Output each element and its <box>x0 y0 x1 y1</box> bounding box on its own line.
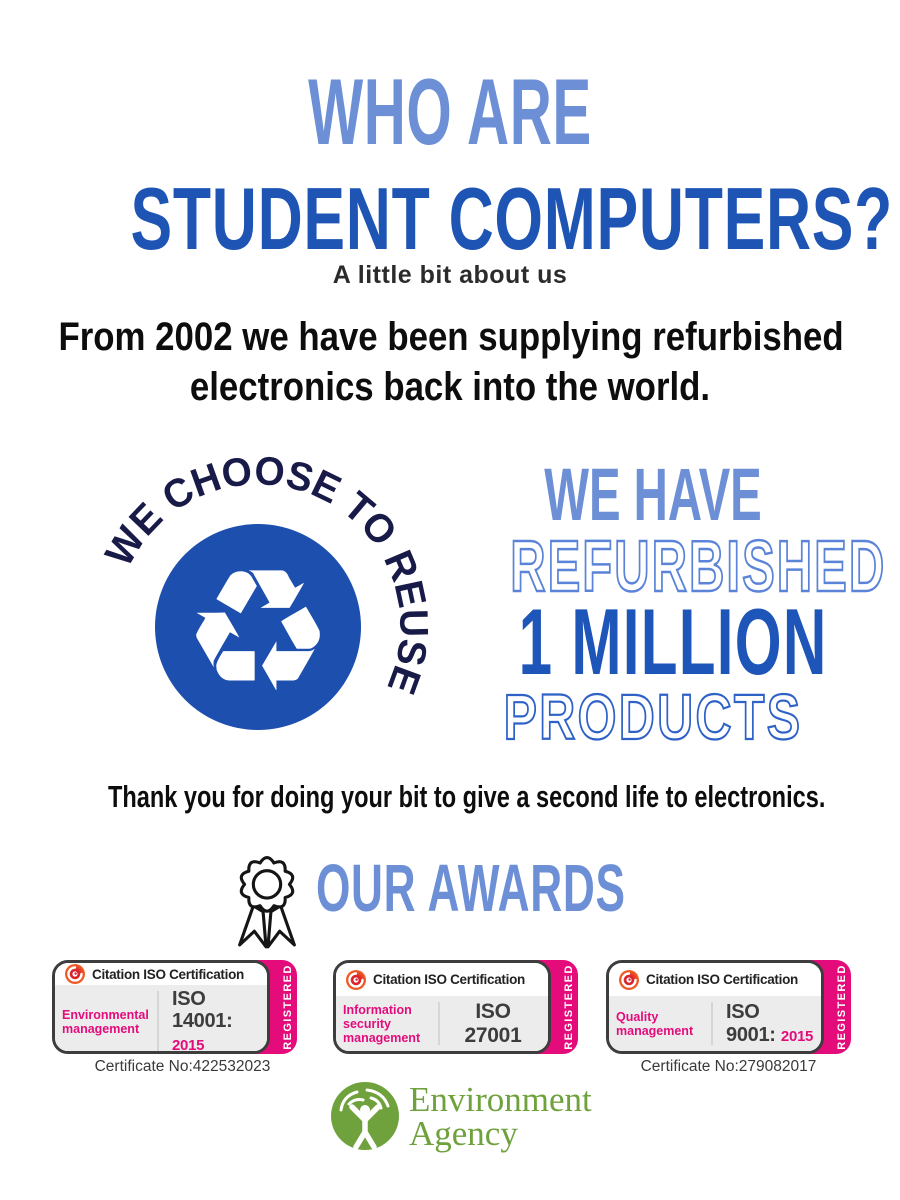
certificate-number: Certificate No:422532023 <box>94 1058 271 1075</box>
certification-badge-infosec <box>333 960 578 1054</box>
certificate-number: Certificate No:279082017 <box>640 1058 817 1075</box>
certification-brand: Citation ISO Certification <box>646 972 798 987</box>
divider <box>157 991 159 1052</box>
certification-brand: Citation ISO Certification <box>373 972 525 987</box>
stats-block <box>443 440 887 760</box>
intro-line2: electronics back into the world. <box>189 365 711 409</box>
page-subtitle: A little bit about us <box>332 261 568 289</box>
page-title-line1: WHO ARE <box>308 59 592 164</box>
certification-category: Information security management <box>343 1002 421 1045</box>
iso-standard: ISO 9001: 2015 <box>726 1001 814 1046</box>
stats-we-have: WE HAVE <box>544 453 762 536</box>
iso-standard: ISO 14001: 2015 <box>172 988 233 1054</box>
registered-label: REGISTERED <box>282 964 294 1050</box>
thanks-text: Thank you for doing your bit to give a second life to electronics. <box>108 779 826 814</box>
reuse-badge-graphic <box>48 440 468 770</box>
certification-badge-environmental <box>52 960 297 1054</box>
certification-brand: Citation ISO Certification <box>92 966 244 982</box>
stats-products: PRODUCTS <box>503 681 803 753</box>
citation-swirl-icon <box>618 969 640 991</box>
certification-category: Environmental management <box>62 1007 149 1036</box>
iso-standard: ISO 27001 <box>464 999 522 1047</box>
divider <box>438 1002 440 1045</box>
page-title-line2: STUDENT COMPUTERS? <box>130 169 894 268</box>
environment-agency-logo <box>329 1080 592 1152</box>
recycle-icon: ♻ <box>181 533 335 731</box>
awards-section-title: OUR AWARDS <box>316 851 626 926</box>
intro-text <box>0 312 900 412</box>
registered-label: REGISTERED <box>563 964 575 1050</box>
citation-swirl-icon <box>64 963 86 985</box>
citation-swirl-icon <box>345 969 367 991</box>
certification-badge-quality <box>606 960 851 1054</box>
reuse-curved-text: WE CHOOSE TO REUSE <box>97 448 436 701</box>
divider <box>711 1002 713 1045</box>
registered-label: REGISTERED <box>836 964 848 1050</box>
iso-year: 2015 <box>172 1036 205 1054</box>
stats-one-million: 1 MILLION <box>518 589 828 694</box>
reuse-badge <box>48 440 468 770</box>
stats-refurbished: REFURBISHED <box>510 527 887 607</box>
iso-year: 2015 <box>780 1027 814 1045</box>
certification-category: Quality management <box>616 1009 694 1038</box>
environment-agency-name: Environment Agency <box>409 1080 592 1153</box>
intro-line1: From 2002 we have been supplying refurbished <box>58 315 844 359</box>
award-ribbon-icon <box>226 845 308 958</box>
tree-person-icon <box>329 1080 401 1152</box>
